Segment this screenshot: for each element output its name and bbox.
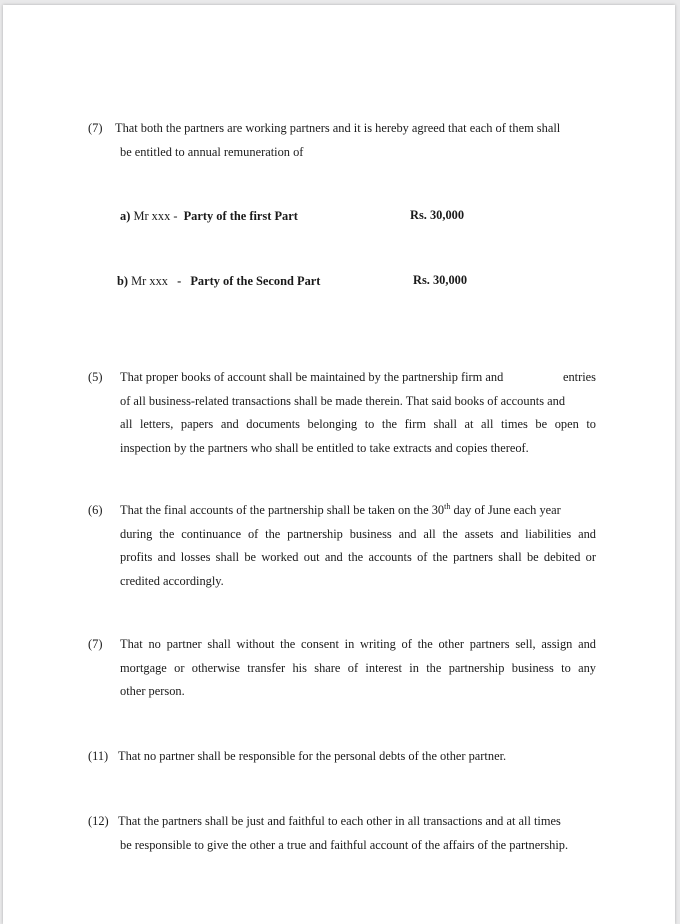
clause-final-accounts	[88, 499, 596, 593]
remuneration-item-a	[120, 208, 298, 224]
remuneration-item-b	[117, 273, 320, 289]
clause-line-part: day of June each year	[450, 503, 561, 517]
clause-line-part: That the final accounts of the partnership shall be taken on the 30	[120, 503, 445, 517]
partner-name: Mr xxx -	[133, 209, 178, 223]
clause-line: That no partner shall without the consent in writing of the other partners sell, assign and	[120, 637, 596, 651]
clause-line: That both the partners are working partners and it is hereby agreed that each of them shall	[115, 121, 561, 135]
clause-number: (12)	[88, 814, 109, 828]
clause-text	[118, 810, 596, 857]
clause-personal-debts	[88, 745, 596, 769]
clause-number: (6)	[88, 503, 103, 517]
clause-text	[120, 366, 596, 460]
clause-number: (5)	[88, 370, 103, 384]
clause-number: (7)	[88, 121, 103, 135]
clause-line-part: entries	[562, 370, 596, 384]
clause-number: (11)	[88, 749, 109, 763]
document-page	[3, 5, 675, 924]
clause-line: be responsible to give the other a true and faithful account of the affairs of the partnership.	[120, 837, 569, 852]
clause-line	[120, 499, 596, 523]
clause-number: (7)	[88, 637, 103, 651]
item-label: a)	[120, 209, 131, 223]
ordinal-suffix: th	[444, 501, 451, 511]
clause-share-transfer	[88, 633, 596, 704]
remuneration-amount-a: Rs. 30,000	[410, 208, 465, 222]
clause-text	[115, 117, 596, 164]
clause-text	[120, 633, 596, 704]
clause-line-part: That proper books of account shall be maintained by the partnership firm and	[120, 370, 504, 384]
clause-line: all letters, papers and documents belonging to the firm shall at all times be open to	[120, 417, 596, 431]
party-designation: Party of the Second Part	[190, 274, 321, 288]
clause-text	[118, 745, 596, 769]
clause-line: during the continuance of the partnership business and all the assets and liabilities and	[120, 526, 596, 541]
clause-line: profits and losses shall be worked out and the accounts of the partners shall be debited or	[120, 550, 596, 564]
clause-line: mortgage or otherwise transfer his share of interest in the partnership business to any	[120, 660, 596, 675]
dash: -	[177, 274, 182, 288]
clause-line: credited accordingly.	[120, 573, 224, 588]
clause-line: That the partners shall be just and faithful to each other in all transactions and at all times	[118, 814, 561, 828]
clause-line	[120, 366, 596, 390]
partner-name: Mr xxx	[131, 274, 168, 288]
clause-remuneration	[88, 117, 596, 164]
item-label: b)	[117, 274, 129, 288]
clause-line: inspection by the partners who shall be entitled to take extracts and copies thereof.	[120, 440, 529, 455]
remuneration-amount-b: Rs. 30,000	[413, 273, 468, 287]
clause-line: That no partner shall be responsible for the personal debts of the other partner.	[118, 749, 507, 763]
party-designation: Party of the first Part	[183, 209, 298, 223]
clause-line: other person.	[120, 684, 185, 698]
clause-good-faith	[88, 810, 596, 857]
clause-books-of-account	[88, 366, 596, 460]
clause-line: be entitled to annual remuneration of	[120, 144, 304, 159]
clause-text	[120, 499, 596, 593]
clause-line: of all business-related transactions shall be made therein. That said books of accounts and	[120, 393, 566, 408]
